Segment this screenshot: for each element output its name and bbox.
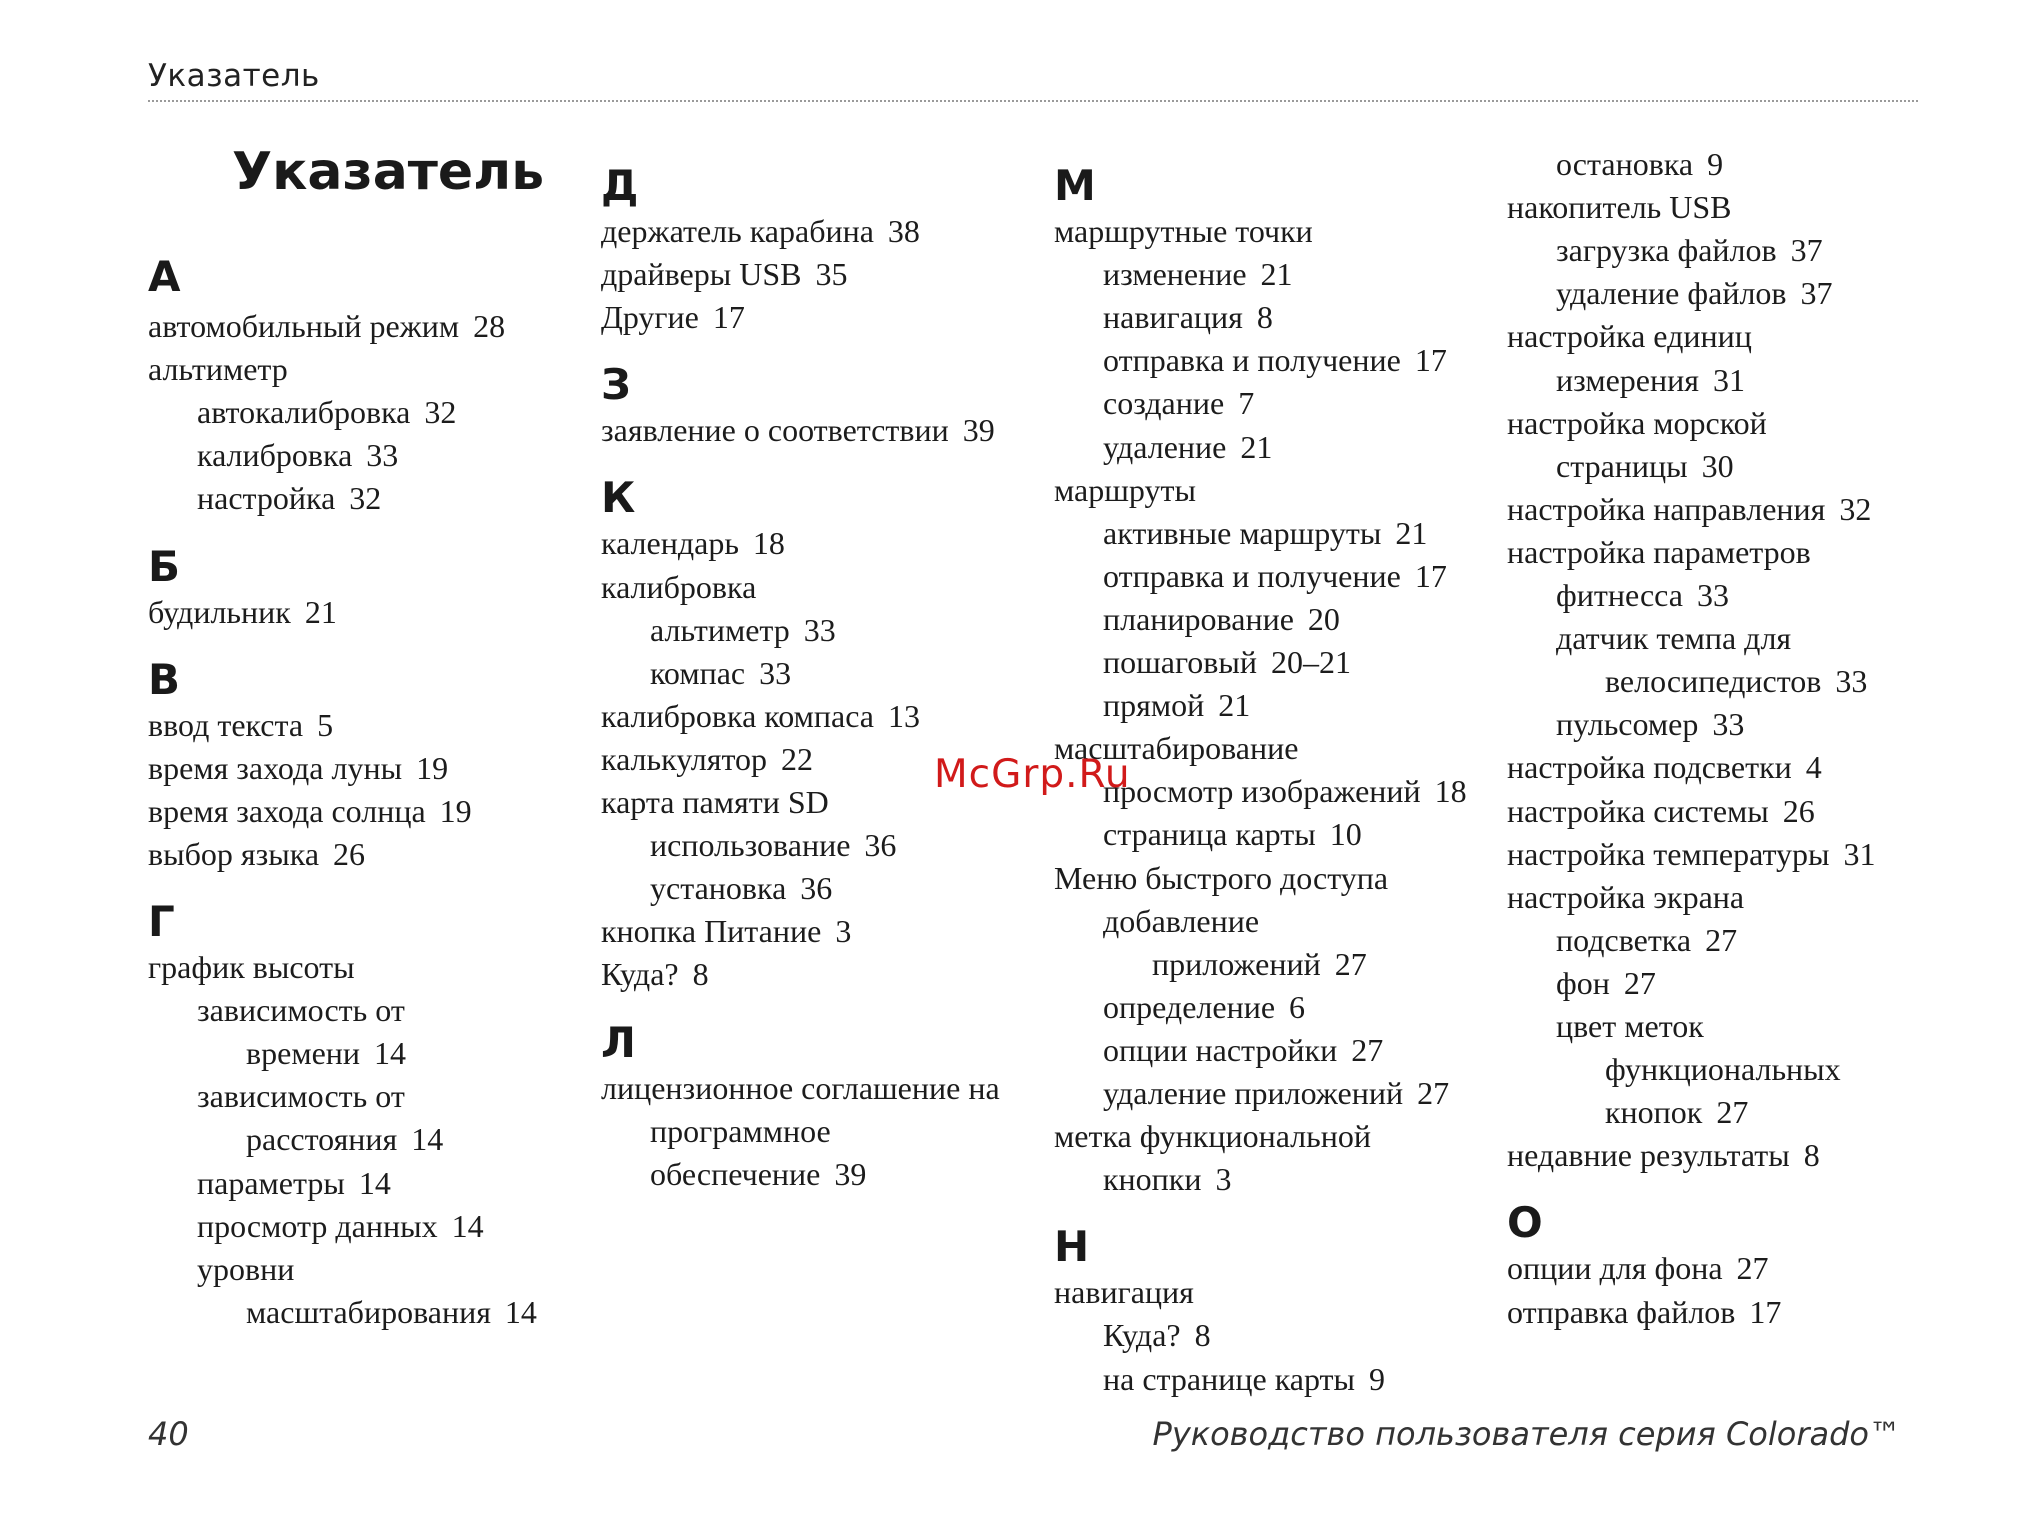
entry-text: выбор языка: [148, 835, 320, 872]
index-subentry: [197, 1207, 484, 1244]
index-subentry: [1556, 620, 1792, 657]
index-subentry: [1103, 902, 1260, 939]
index-subentry: [1556, 964, 1656, 1001]
entry-text: кнопка Питание: [601, 913, 822, 950]
index-subentry: [650, 1112, 831, 1149]
page-ref: 27: [1705, 921, 1738, 958]
entry-text: просмотр данных: [197, 1207, 438, 1244]
page-ref: 8: [1803, 1137, 1820, 1174]
page-ref: 32: [424, 394, 457, 431]
index-subentry: [197, 1164, 391, 1201]
index-subentry: [1103, 299, 1273, 336]
page-ref: 26: [333, 835, 366, 872]
entry-text: времени: [246, 1035, 361, 1072]
index-subentry: [1103, 600, 1340, 637]
entry-text: альтиметр: [650, 611, 790, 648]
section-letter: Н: [1054, 1222, 1090, 1272]
page-ref: 14: [411, 1121, 444, 1158]
entry-text: прямой: [1103, 687, 1205, 724]
index-subentry: [246, 1121, 444, 1158]
entry-text: калькулятор: [601, 740, 768, 777]
index-entry: [601, 525, 785, 562]
page-ref: 13: [887, 697, 920, 734]
section-letter: В: [148, 654, 181, 704]
entry-text: настройка морской: [1507, 404, 1767, 441]
page-ref: 33: [759, 654, 792, 691]
section-letter: Г: [148, 897, 175, 946]
index-entry: [148, 749, 449, 786]
page-ref: 17: [1414, 557, 1447, 594]
page-ref: 14: [374, 1035, 407, 1072]
entry-text: страница карты: [1103, 816, 1316, 853]
index-subentry: [1556, 361, 1745, 398]
index-subentry: [197, 1250, 295, 1287]
index-entry: [1507, 1293, 1782, 1330]
entry-text: держатель карабина: [601, 213, 874, 249]
section-letter: К: [601, 473, 636, 523]
page-ref: 14: [358, 1164, 391, 1201]
page-ref: 14: [451, 1207, 484, 1244]
entry-text: измерения: [1556, 361, 1699, 398]
entry-text: карта памяти SD: [601, 784, 829, 820]
page-ref: 37: [1800, 275, 1833, 312]
page-ref: 33: [366, 437, 399, 474]
entry-text: календарь: [601, 525, 739, 562]
page-ref: 32: [1839, 490, 1872, 527]
index-subentry: [197, 1078, 405, 1115]
page-ref: 26: [1782, 792, 1815, 829]
index-entry: [1507, 404, 1767, 441]
index-entry: [1507, 318, 1752, 355]
page-ref: 33: [1835, 663, 1868, 700]
page-ref: 20: [1307, 600, 1340, 637]
index-entry: [601, 1069, 1000, 1106]
section-letter: Д: [601, 161, 639, 210]
index-subentry: [1152, 945, 1367, 982]
index-subentry: [246, 1035, 407, 1072]
page-ref: 14: [504, 1293, 537, 1330]
index-subentry: [1103, 1161, 1232, 1198]
entry-text: Меню быстрого доступа: [1054, 859, 1389, 896]
entry-text: параметры: [197, 1164, 345, 1201]
index-entry: [601, 299, 745, 336]
entry-text: драйверы USB: [601, 256, 802, 293]
page-ref: 21: [1260, 256, 1293, 293]
index-subentry: [1556, 447, 1734, 484]
index-subentry: [1556, 921, 1738, 958]
index-subentry: [1556, 275, 1833, 312]
page-number: 40: [148, 1415, 189, 1453]
entry-text: остановка: [1556, 146, 1694, 182]
index-subentry: [1605, 1094, 1749, 1131]
index-entry: [601, 412, 995, 449]
page-ref: 27: [1351, 1031, 1384, 1068]
entry-text: опции настройки: [1103, 1031, 1338, 1068]
index-entry: [601, 913, 852, 950]
entry-text: фон: [1556, 964, 1610, 1001]
entry-text: масштабирования: [246, 1293, 491, 1330]
index-subentry: [1103, 256, 1293, 293]
page-ref: 6: [1289, 988, 1306, 1025]
page-ref: 18: [752, 525, 785, 562]
entry-text: настройка подсветки: [1507, 749, 1792, 786]
page-ref: 19: [416, 749, 449, 786]
entry-text: определение: [1103, 988, 1276, 1025]
entry-text: удаление: [1103, 428, 1227, 465]
entry-text: приложений: [1152, 945, 1321, 982]
page-ref: 18: [1434, 773, 1467, 810]
entry-text: маршрутные точки: [1054, 213, 1313, 249]
index-subentry: [197, 480, 382, 517]
index-subentry: [1103, 1317, 1211, 1354]
index-entry: [1507, 533, 1811, 570]
entry-text: зависимость от: [197, 1078, 405, 1115]
page-ref: 28: [473, 308, 506, 344]
page-ref: 8: [692, 956, 709, 993]
index-entry: [1507, 792, 1815, 829]
index-subentry: [650, 870, 833, 907]
page-ref: 22: [781, 740, 814, 777]
index-subentry: [1103, 428, 1273, 465]
index-entry: [148, 835, 366, 872]
entry-text: отправка и получение: [1103, 342, 1401, 379]
entry-text: установка: [650, 870, 787, 907]
entry-text: калибровка: [197, 437, 353, 474]
section-letter: А: [148, 252, 181, 301]
entry-text: компас: [650, 654, 746, 691]
index-subentry: [1103, 1360, 1386, 1397]
index-subentry: [650, 654, 792, 691]
entry-text: время захода солнца: [148, 792, 426, 829]
page-ref: 36: [864, 827, 897, 864]
page-ref: 20–21: [1271, 644, 1352, 680]
index-entry: [148, 593, 337, 630]
entry-text: обеспечение: [650, 1155, 821, 1192]
entry-text: навигация: [1103, 299, 1243, 336]
section-letter: О: [1507, 1198, 1543, 1248]
index-entry: [148, 706, 334, 743]
index-subentry: [1103, 514, 1428, 551]
entry-text: маршруты: [1054, 471, 1196, 508]
entry-text: планирование: [1103, 600, 1294, 637]
page-ref: 8: [1194, 1317, 1211, 1354]
section-letter: Б: [148, 541, 181, 591]
index-entry: [1507, 1250, 1769, 1287]
index-subentry: [1103, 1077, 1449, 1109]
page-ref: 3: [1215, 1161, 1232, 1198]
entry-text: настройка системы: [1507, 792, 1769, 829]
entry-text: Другие: [601, 299, 699, 336]
entry-text: калибровка компаса: [601, 697, 874, 734]
index-subentry: [1556, 232, 1823, 269]
page-ref: 19: [439, 792, 472, 829]
page-ref: 10: [1329, 816, 1362, 853]
page-ref: 38: [887, 213, 920, 249]
index-subentry: [1103, 646, 1351, 678]
index-entry: [1054, 215, 1313, 247]
index-entry: [1054, 471, 1196, 508]
entry-text: удаление файлов: [1556, 275, 1787, 312]
index-subentry: [1103, 816, 1362, 853]
index-subentry: [1556, 148, 1723, 180]
entry-text: метка функциональной: [1054, 1118, 1371, 1155]
entry-text: удаление приложений: [1103, 1075, 1404, 1111]
index-subentry: [650, 1155, 867, 1192]
index-subentry: [1103, 1031, 1384, 1068]
index-entry: [1507, 1137, 1820, 1174]
entry-text: отправка и получение: [1103, 557, 1401, 594]
index-entry: [1507, 490, 1872, 527]
entry-text: уровни: [197, 1250, 295, 1287]
index-entry: [601, 956, 709, 993]
page-ref: 17: [712, 299, 745, 336]
index-entry: [601, 256, 848, 293]
index-entry: [148, 792, 472, 829]
page-ref: 3: [835, 913, 852, 950]
entry-text: масштабирование: [1054, 730, 1299, 767]
entry-text: будильник: [148, 593, 291, 630]
page-ref: 21: [1240, 428, 1273, 465]
page-ref: 17: [1414, 342, 1447, 379]
entry-text: автокалибровка: [197, 394, 411, 431]
entry-text: пульсомер: [1556, 706, 1699, 743]
index-subentry: [1103, 687, 1251, 724]
entry-text: автомобильный режим: [148, 308, 460, 344]
entry-text: график высоты: [148, 949, 355, 985]
entry-text: недавние результаты: [1507, 1137, 1790, 1174]
index-subentry: [197, 394, 457, 431]
page-ref: 33: [1712, 706, 1745, 743]
page-ref: 21: [1218, 687, 1251, 724]
running-head: Указатель: [148, 58, 320, 94]
index-subentry: [1103, 773, 1467, 810]
index-entry: [148, 310, 505, 342]
page-ref: 33: [803, 611, 836, 648]
page-ref: 9: [1707, 146, 1724, 182]
entry-text: расстояния: [246, 1121, 398, 1158]
entry-text: пошаговый: [1103, 644, 1258, 680]
index-subentry: [1605, 663, 1868, 700]
entry-text: страницы: [1556, 447, 1688, 484]
entry-text: настройка параметров: [1507, 533, 1811, 570]
index-subentry: [650, 827, 897, 864]
section-letter: З: [601, 360, 631, 410]
index-entry: [601, 740, 814, 777]
page-ref: 33: [1696, 577, 1729, 613]
page-ref: 30: [1701, 447, 1734, 484]
entry-text: использование: [650, 827, 851, 864]
index-subentry: [1556, 1010, 1704, 1042]
page-ref: 17: [1749, 1293, 1782, 1330]
watermark: McGrp.Ru: [934, 752, 1131, 797]
page-ref: 27: [1334, 945, 1367, 982]
index-entry: [601, 215, 920, 247]
entry-text: фитнесса: [1556, 577, 1683, 613]
index-subentry: [650, 611, 836, 648]
section-letter: Л: [601, 1017, 636, 1067]
entry-text: время захода луны: [148, 749, 403, 786]
index-entry: [148, 951, 355, 983]
page-ref: 27: [1716, 1094, 1749, 1131]
entry-text: ввод текста: [148, 706, 304, 743]
index-entry: [1507, 878, 1745, 915]
index-entry: [1507, 749, 1822, 786]
index-subentry: [1556, 706, 1745, 743]
page-ref: 4: [1805, 749, 1822, 786]
entry-text: просмотр изображений: [1103, 773, 1421, 810]
index-entry: [601, 786, 829, 818]
index-subentry: [1556, 579, 1729, 611]
entry-text: велосипедистов: [1605, 663, 1822, 700]
index-subentry: [1103, 557, 1447, 594]
index-entry: [1507, 835, 1876, 872]
entry-text: создание: [1103, 385, 1225, 422]
index-entry: [1507, 189, 1732, 226]
entry-text: датчик темпа для: [1556, 620, 1792, 657]
index-entry: [1054, 859, 1389, 896]
entry-text: Куда?: [601, 956, 679, 993]
page-ref: 39: [834, 1155, 867, 1192]
page-ref: 31: [1712, 361, 1745, 398]
index-subentry: [1103, 385, 1255, 422]
index-entry: [601, 697, 920, 734]
entry-text: настройка: [197, 480, 336, 517]
page-ref: 5: [317, 706, 334, 743]
entry-text: настройка температуры: [1507, 835, 1830, 872]
entry-text: на странице карты: [1103, 1360, 1356, 1397]
index-subentry: [1605, 1051, 1841, 1088]
page-ref: 27: [1623, 964, 1656, 1001]
index-entry: [1054, 1274, 1194, 1311]
entry-text: навигация: [1054, 1274, 1194, 1311]
page-ref: 35: [815, 256, 848, 293]
header-rule: [148, 100, 1918, 102]
entry-text: программное: [650, 1112, 831, 1149]
entry-text: цвет меток: [1556, 1008, 1704, 1044]
entry-text: заявление о соответствии: [601, 412, 949, 449]
page-ref: 9: [1369, 1360, 1386, 1397]
page-ref: 21: [304, 593, 337, 630]
section-letter: М: [1054, 161, 1096, 210]
page-ref: 7: [1238, 385, 1255, 422]
entry-text: изменение: [1103, 256, 1247, 293]
entry-text: кнопки: [1103, 1161, 1202, 1198]
index-subentry: [1103, 342, 1447, 379]
entry-text: Куда?: [1103, 1317, 1181, 1354]
entry-text: функциональных: [1605, 1051, 1841, 1088]
entry-text: добавление: [1103, 902, 1260, 939]
entry-text: настройка экрана: [1507, 878, 1745, 915]
entry-text: калибровка: [601, 568, 757, 605]
index-entry: [601, 568, 757, 605]
index-subentry: [197, 437, 399, 474]
page-ref: 27: [1736, 1250, 1769, 1287]
index-subentry: [1103, 988, 1306, 1025]
entry-text: настройка единиц: [1507, 318, 1752, 355]
entry-text: опции для фона: [1507, 1250, 1723, 1287]
page-title: Указатель: [232, 142, 545, 202]
entry-text: кнопок: [1605, 1094, 1703, 1131]
index-subentry: [246, 1293, 537, 1330]
page-ref: 37: [1790, 232, 1823, 269]
entry-text: подсветка: [1556, 921, 1692, 958]
page-ref: 21: [1395, 514, 1428, 551]
page-ref: 31: [1843, 835, 1876, 872]
entry-text: загрузка файлов: [1556, 232, 1777, 269]
page-ref: 36: [800, 870, 833, 907]
page-ref: 8: [1256, 299, 1273, 336]
entry-text: зависимость от: [197, 992, 405, 1029]
entry-text: альтиметр: [148, 351, 288, 388]
book-title: Руководство пользователя серия Colorado™: [1152, 1415, 1901, 1453]
entry-text: настройка направления: [1507, 490, 1826, 527]
page-ref: 27: [1417, 1075, 1450, 1111]
entry-text: накопитель USB: [1507, 189, 1732, 226]
index-entry: [1054, 1118, 1371, 1155]
entry-text: отправка файлов: [1507, 1293, 1736, 1330]
index-subentry: [197, 992, 405, 1029]
entry-text: активные маршруты: [1103, 514, 1382, 551]
index-entry: [148, 351, 288, 388]
page-ref: 39: [962, 412, 995, 449]
page-ref: 32: [349, 480, 382, 517]
entry-text: лицензионное соглашение на: [601, 1069, 1000, 1106]
